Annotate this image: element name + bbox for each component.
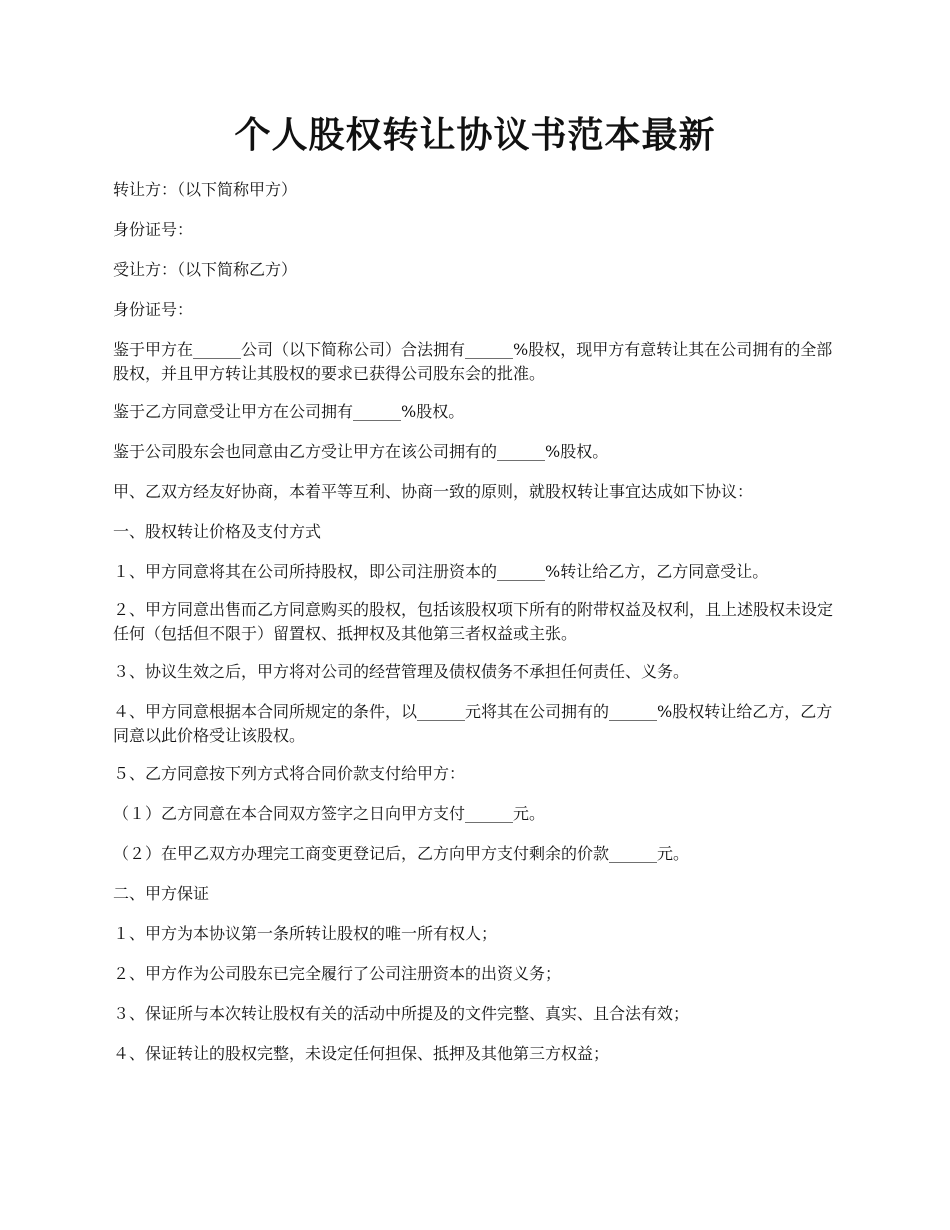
clause-paragraph: ２、甲方作为公司股东已完全履行了公司注册资本的出资义务；	[113, 964, 562, 983]
document-title: 个人股权转让协议书范本最新	[234, 114, 716, 156]
section-heading: 二、甲方保证	[113, 884, 210, 903]
transferee-line: 受让方：（以下简称乙方）	[113, 260, 298, 279]
clause-paragraph: ３、协议生效之后，甲方将对公司的经营管理及债权债务不承担任何责任、义务。	[113, 662, 690, 681]
recital-paragraph: 鉴于公司股东会也同意由乙方受让甲方在该公司拥有的______%股权。	[113, 442, 609, 461]
recital-paragraph: 鉴于乙方同意受让甲方在公司拥有______%股权。	[113, 402, 465, 421]
agreement-intro: 甲、乙双方经友好协商，本着平等互利、协商一致的原则，就股权转让事宜达成如下协议：	[113, 482, 754, 501]
sub-clause-paragraph: （１）乙方同意在本合同双方签字之日向甲方支付______元。	[113, 804, 546, 823]
recital-paragraph: 鉴于甲方在______公司（以下简称公司）合法拥有______%股权，现甲方有意转让其在公司拥有的全部股权，并且甲方转让其股权的要求已获得公司股东会的批准。	[113, 340, 833, 383]
section-heading: 一、股权转让价格及支付方式	[113, 522, 322, 541]
transferee-id-line: 身份证号：	[113, 300, 194, 319]
transferor-id-line: 身份证号：	[113, 220, 194, 239]
clause-paragraph: ４、保证转让的股权完整，未设定任何担保、抵押及其他第三方权益；	[113, 1044, 610, 1063]
transferor-line: 转让方：（以下简称甲方）	[113, 180, 298, 199]
clause-paragraph: ３、保证所与本次转让股权有关的活动中所提及的文件完整、真实、且合法有效；	[113, 1004, 690, 1023]
clause-paragraph: １、甲方同意将其在公司所持股权，即公司注册资本的______%转让给乙方，乙方同意受让。	[113, 562, 769, 581]
clause-paragraph: ４、甲方同意根据本合同所规定的条件，以______元将其在公司拥有的______%股权转让给乙方，乙方同意以此价格受让该股权。	[113, 702, 833, 745]
sub-clause-paragraph: （２）在甲乙双方办理完工商变更登记后，乙方向甲方支付剩余的价款______元。	[113, 844, 690, 863]
clause-paragraph: ２、甲方同意出售而乙方同意购买的股权，包括该股权项下所有的附带权益及权利，且上述股权未设定任何（包括但不限于）留置权、抵押权及其他第三者权益或主张。	[113, 600, 834, 643]
clause-paragraph: １、甲方为本协议第一条所转让股权的唯一所有权人；	[113, 924, 498, 943]
clause-paragraph: ５、乙方同意按下列方式将合同价款支付给甲方：	[113, 764, 466, 783]
document-body	[113, 178, 843, 1082]
